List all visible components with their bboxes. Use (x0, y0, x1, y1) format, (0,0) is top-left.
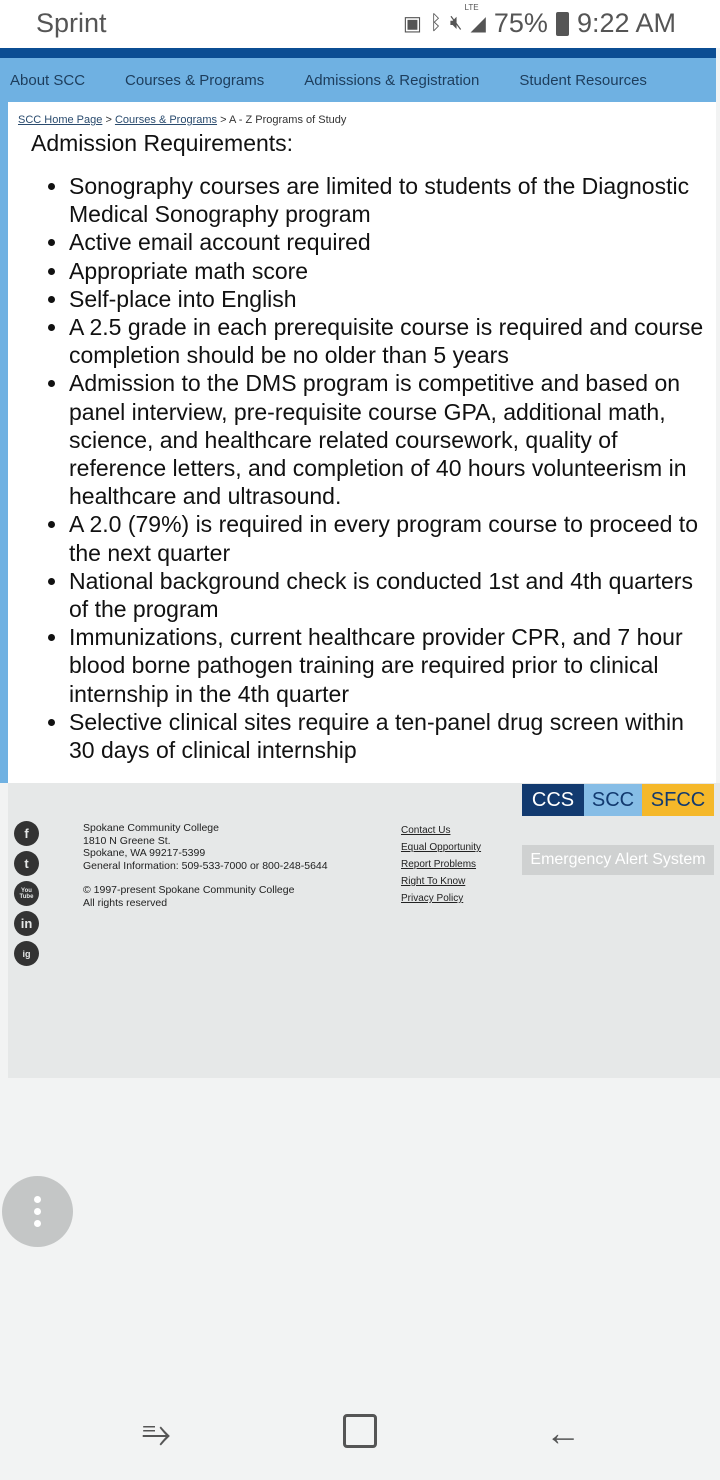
list-item: • Sonography courses are limited to students of the Diagnostic Medical Sonography program (69, 172, 709, 228)
breadcrumb: SCC Home Page > Courses & Programs > A - Z Programs of Study (18, 114, 347, 126)
report-problems-link[interactable]: Report Problems (401, 859, 477, 870)
contact-us-link[interactable]: Contact Us (401, 825, 451, 836)
youtube-icon[interactable]: You Tube (14, 881, 39, 906)
equal-opportunity-link[interactable]: Equal Opportunity (401, 842, 482, 853)
carrier: Sprint (36, 8, 107, 38)
page-title: Admission Requirements: (31, 130, 294, 156)
bluetooth-icon: ᛒ (429, 12, 442, 34)
footer (8, 783, 720, 1078)
breadcrumb-home[interactable]: SCC Home Page (18, 114, 103, 126)
list-item: • A 2.5 grade in each prerequisite course is required and course completion should be no older than 5 years (69, 313, 709, 369)
ccs-link[interactable]: CCS (522, 784, 584, 816)
breadcrumb-section[interactable]: Courses & Programs (114, 114, 218, 126)
list-item: • A 2.0 (79%) is required in every program course to proceed to the next quarter (69, 510, 709, 566)
home-icon[interactable] (343, 1414, 377, 1448)
list-item: • National background check is conducted 1st and 4th quarters of the program (69, 567, 709, 623)
rights: All rights reserved (83, 896, 168, 909)
signal-icon: LTE ◢ (464, 3, 486, 35)
list-item: • Admission to the DMS program is competitive and based on panel interview, pre-requisite course GPA, additional math, science, and healthcare related coursework, quality of reference letters, and completion of 40 hours volunteerism in healthcare and ultrasound. (69, 369, 709, 510)
clock: 9:22 AM (576, 8, 676, 38)
nav-about[interactable]: About SCC (10, 71, 86, 89)
main-content (0, 102, 716, 783)
nav-student-resources[interactable]: Student Resources (519, 71, 647, 89)
list-item: • Self-place into English (69, 285, 709, 313)
linkedin-icon[interactable]: in (14, 911, 39, 936)
nav-admissions[interactable]: Admissions & Registration (304, 71, 480, 89)
battery-icon (556, 12, 569, 36)
battery-percent: 75% (493, 8, 548, 38)
header-strip (0, 48, 716, 58)
privacy-policy-link[interactable]: Privacy Policy (401, 893, 464, 904)
back-icon[interactable]: ← (545, 1412, 581, 1453)
facebook-icon[interactable]: f (14, 821, 39, 846)
mute-icon: 🔇︎ (449, 12, 463, 34)
battery-saver-icon: ▣ (402, 13, 422, 35)
list-item: • Immunizations, current healthcare provider CPR, and 7 hour blood borne pathogen training are required prior to clinical internship in the 4th quarter (69, 623, 709, 708)
main-nav (0, 58, 716, 102)
list-item: • Active email account required (69, 228, 709, 256)
nav-courses[interactable]: Courses & Programs (125, 71, 265, 89)
recent-apps-icon[interactable]: ⥱ (142, 1412, 171, 1453)
list-item: • Appropriate math score (69, 257, 709, 285)
twitter-icon[interactable]: t (14, 851, 39, 876)
status-bar (0, 0, 720, 48)
social-links (14, 821, 39, 966)
instagram-icon[interactable]: ig (14, 941, 39, 966)
breadcrumb-current: A - Z Programs of Study (228, 114, 347, 126)
more-options-button[interactable] (2, 1176, 73, 1247)
requirements-list (69, 172, 709, 764)
footer-links (401, 825, 481, 904)
scc-link[interactable]: SCC (584, 784, 642, 816)
right-to-know-link[interactable]: Right To Know (401, 876, 466, 887)
college-address: Spokane Community College 1810 N Greene St. Spokane, WA 99217-5399 General Information: 509-533-7000 or 800-248-5644 © 1997-present Spokane Community College All rights reserved (83, 822, 328, 909)
sfcc-link[interactable]: SFCC (642, 784, 714, 816)
list-item: • Selective clinical sites require a ten-panel drug screen within 30 days of clinical internship (69, 708, 709, 764)
emergency-alert-button[interactable]: Emergency Alert System (522, 845, 714, 875)
copyright: © 1997-present Spokane Community College (83, 884, 295, 896)
college-switcher (522, 784, 714, 816)
network-type: LTE (464, 3, 479, 12)
